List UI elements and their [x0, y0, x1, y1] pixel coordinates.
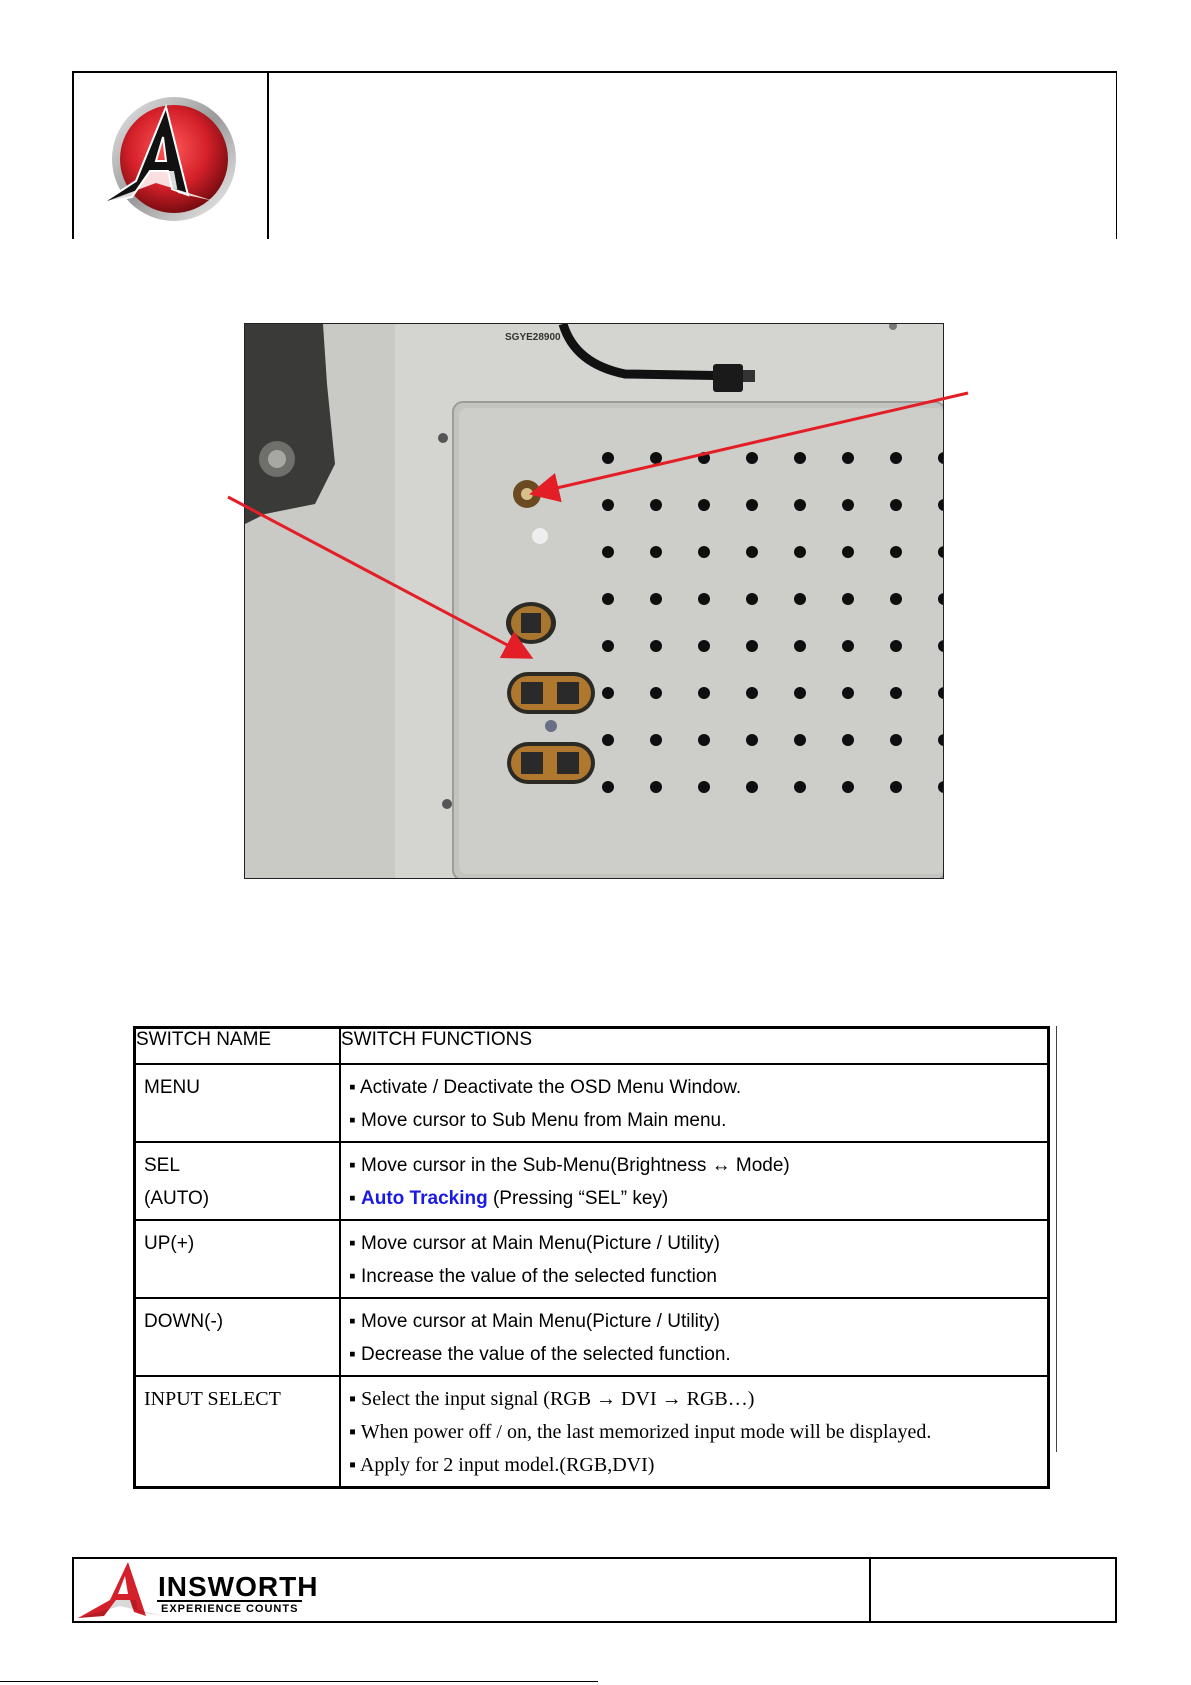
- page-header: [72, 71, 1117, 239]
- switch-name-sel: SEL: [144, 1155, 180, 1176]
- function-line: ▪ Decrease the value of the selected function.: [349, 1344, 731, 1365]
- switch-name-auto: (AUTO): [144, 1188, 210, 1209]
- function-line: ▪ Increase the value of the selected function: [349, 1266, 717, 1287]
- function-line-auto-tracking: ▪ Auto Tracking (Pressing “SEL” key): [349, 1188, 669, 1209]
- switch-name-down: DOWN(-): [144, 1311, 224, 1332]
- bottom-rule: [0, 1681, 598, 1682]
- function-line: ▪ When power off / on, the last memorized input mode will be displayed.: [349, 1421, 932, 1443]
- photo-serial-label: SGYE28900: [505, 332, 561, 343]
- monitor-back-illustration: [245, 324, 944, 879]
- monitor-back-photo: [244, 323, 944, 879]
- auto-tracking-note: (Pressing “SEL” key): [487, 1188, 669, 1209]
- function-line: ▪ Move cursor at Main Menu(Picture / Utility): [349, 1233, 721, 1254]
- switch-function-table: [133, 1026, 1050, 1489]
- function-line: ▪ Apply for 2 input model.(RGB,DVI): [349, 1454, 655, 1476]
- function-line: ▪ Move cursor in the Sub-Menu(Brightness ↔ Mode): [349, 1155, 790, 1176]
- table-row: [135, 1064, 1049, 1142]
- table-row: [135, 1298, 1049, 1376]
- header-switch-name: SWITCH NAME: [135, 1028, 341, 1065]
- table-row: [135, 1142, 1049, 1220]
- ainsworth-a-logo-icon: [76, 1560, 166, 1620]
- switch-name-input-select: INPUT SELECT: [144, 1388, 281, 1410]
- table-right-rule: [1056, 1026, 1057, 1452]
- switch-name-menu: MENU: [144, 1077, 200, 1098]
- footer-tagline: EXPERIENCE COUNTS: [157, 1600, 302, 1615]
- footer-brand-name: INSWORTH: [158, 1571, 319, 1602]
- table-header-row: [135, 1028, 1049, 1065]
- ainsworth-emblem-icon: [96, 85, 246, 235]
- table-row: [135, 1376, 1049, 1488]
- function-line: ▪ Select the input signal (RGB → DVI → RGB…): [349, 1388, 755, 1410]
- switch-name-up: UP(+): [144, 1233, 195, 1254]
- function-line: ▪ Move cursor to Sub Menu from Main menu.: [349, 1110, 727, 1131]
- footer-divider: [869, 1559, 871, 1621]
- header-logo-cell: [74, 73, 269, 239]
- table-row: [135, 1220, 1049, 1298]
- function-line: ▪ Activate / Deactivate the OSD Menu Window.: [349, 1077, 742, 1098]
- function-line: ▪ Move cursor at Main Menu(Picture / Utility): [349, 1311, 721, 1332]
- header-switch-functions: SWITCH FUNCTIONS: [340, 1028, 1049, 1065]
- auto-tracking-highlight: Auto Tracking: [361, 1188, 488, 1209]
